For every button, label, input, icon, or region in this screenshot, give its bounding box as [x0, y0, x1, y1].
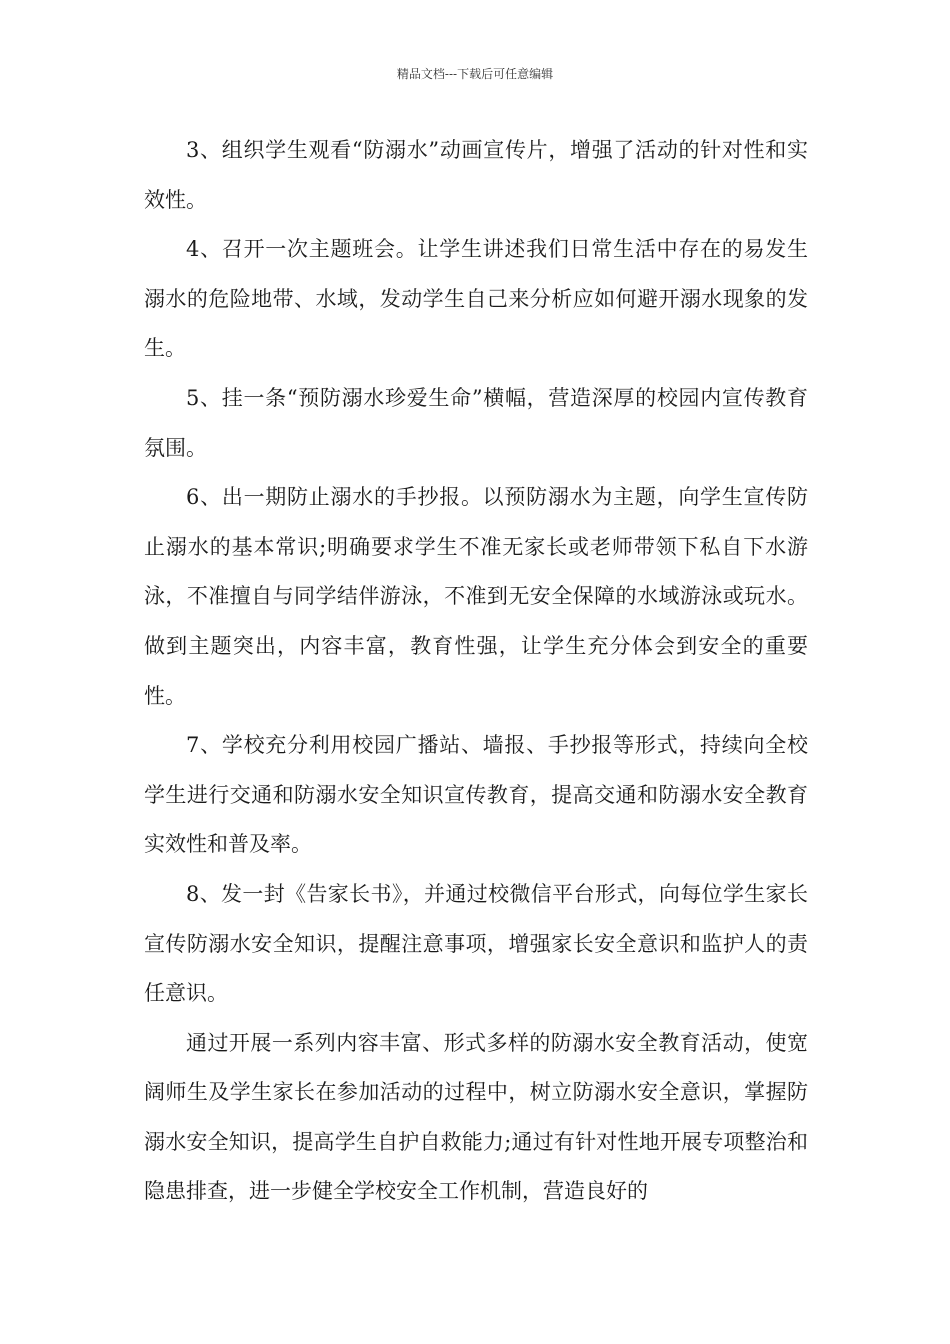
paragraph-item-8: 8、发一封《告家长书》，并通过校微信平台形式，向每位学生家长宣传防溺水安全知识，提醒注意事项，增强家长安全意识和监护人的责任意识。	[144, 881, 808, 1006]
paragraph-item-7: 7、学校充分利用校园广播站、墙报、手抄报等形式，持续向全校学生进行交通和防溺水安全知识宣传教育，提高交通和防溺水安全教育实效性和普及率。	[144, 733, 808, 857]
page-header: 精品文档---下载后可任意编辑	[396, 67, 554, 81]
paragraph-summary: 通过开展一系列内容丰富、形式多样的防溺水安全教育活动，使宽阔师生及学生家长在参加活动的过程中，树立防溺水安全意识，掌握防溺水安全知识，提高学生自护自救能力;通过有针对性地开展专项整治和隐患排查，进一步健全学校安全工作机制，营造良好的	[144, 1030, 808, 1204]
paragraph-item-4: 4、召开一次主题班会。让学生讲述我们日常生活中存在的易发生溺水的危险地带、水域，发动学生自己来分析应如何避开溺水现象的发生。	[144, 237, 808, 361]
document-body	[144, 126, 808, 1217]
paragraph-item-3: 3、组织学生观看“防溺水”动画宣传片，增强了活动的针对性和实效性。	[144, 138, 808, 212]
paragraph-item-6: 6、出一期防止溺水的手抄报。以预防溺水为主题，向学生宣传防止溺水的基本常识;明确要求学生不准无家长或老师带领下私自下水游泳，不准擅自与同学结伴游泳，不准到无安全保障的水域游泳或玩水。做到主题突出，内容丰富，教育性强，让学生充分体会到安全的重要性。	[144, 485, 808, 708]
paragraph-item-5: 5、挂一条“预防溺水珍爱生命”横幅，营造深厚的校园内宣传教育氛围。	[144, 385, 808, 460]
